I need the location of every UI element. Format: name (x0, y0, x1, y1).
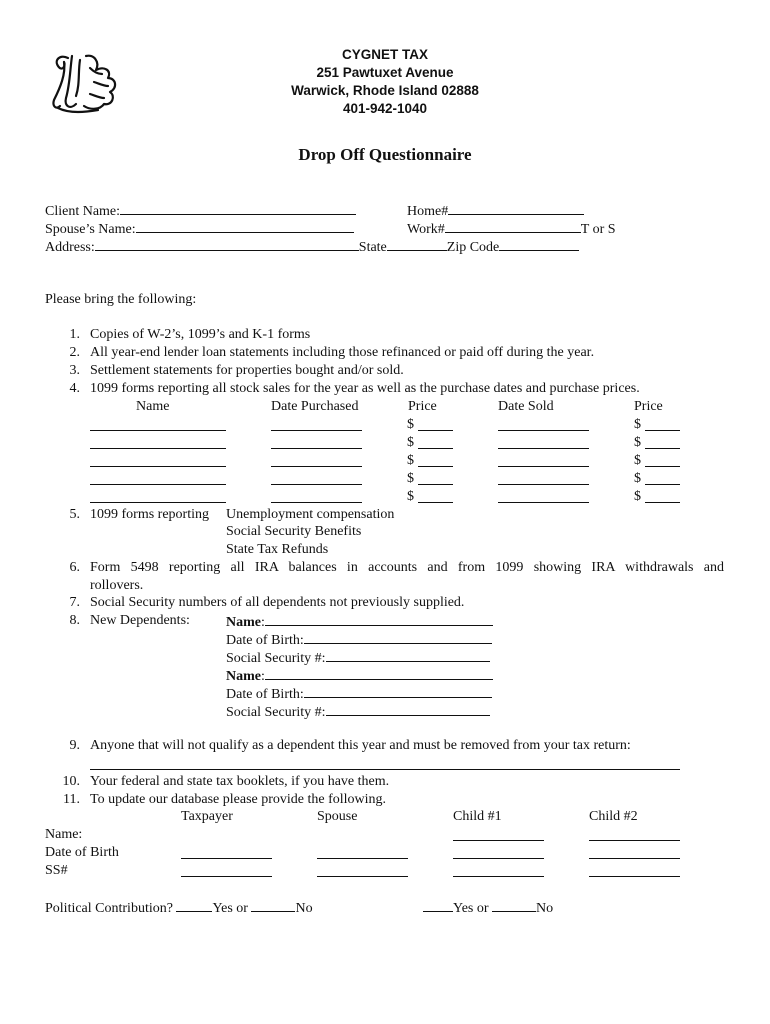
dollar-sign: $ (634, 435, 641, 450)
dependent-2-name-field[interactable] (265, 666, 493, 680)
stock-col-date-sold: Date Sold (498, 399, 554, 414)
stock-date-purchased-field[interactable] (271, 502, 362, 503)
spouse-name-row (45, 219, 354, 238)
dependent-1-dob-row (226, 630, 492, 649)
stock-date-purchased-field[interactable] (271, 430, 362, 431)
stock-price-field[interactable] (418, 466, 453, 467)
item-7-text: Social Security numbers of all dependents not previously supplied. (90, 595, 465, 610)
stock-col-date-purchased: Date Purchased (271, 399, 359, 414)
item-9-text: Anyone that will not qualify as a dependent this year and must be removed from your tax return: (90, 738, 631, 753)
political-contribution-spouse-row (423, 898, 553, 917)
item-2-number: 2. (69, 345, 80, 360)
dollar-sign: $ (407, 489, 414, 504)
stock-sale-price-field[interactable] (645, 430, 680, 431)
political-no: No (295, 901, 313, 916)
dependent-ss-label: Social Security #: (226, 705, 326, 720)
dependent-2-ss-field[interactable] (326, 702, 490, 716)
item-9-field[interactable] (90, 769, 680, 770)
stock-sale-price-field[interactable] (645, 484, 680, 485)
dependent-2-ss-row (226, 702, 490, 721)
stock-col-price: Price (408, 399, 437, 414)
taxpayer-yes-field[interactable] (176, 898, 212, 912)
child-2-dob-field[interactable] (589, 858, 680, 859)
dependent-name-label: Name (226, 615, 261, 630)
stock-price-field[interactable] (418, 484, 453, 485)
spouse-yes-field[interactable] (423, 898, 453, 912)
company-phone: 401-942-1040 (342, 101, 428, 116)
db-row-dob-label: Date of Birth (45, 845, 119, 860)
home-phone-field[interactable] (448, 201, 584, 215)
dependent-1-ss-row (226, 648, 490, 667)
taxpayer-dob-field[interactable] (181, 858, 272, 859)
item-9-number: 9. (69, 738, 80, 753)
item-1-text: Copies of W-2’s, 1099’s and K-1 forms (90, 327, 311, 342)
client-name-row (45, 201, 356, 220)
spouse-name-label: Spouse’s Name: (45, 222, 136, 237)
stock-sale-price-field[interactable] (645, 502, 680, 503)
db-row-ss-label: SS# (45, 863, 68, 878)
dependent-dob-label: Date of Birth: (226, 633, 304, 648)
item-5-state-refunds: State Tax Refunds (226, 542, 329, 557)
db-col-child-1: Child #1 (453, 809, 502, 824)
page-title: Drop Off Questionnaire (298, 145, 472, 164)
stock-name-field[interactable] (90, 502, 226, 503)
item-8-text: New Dependents: (90, 613, 190, 628)
spouse-no-field[interactable] (492, 898, 536, 912)
t-or-s-label: T or S (580, 222, 616, 237)
stock-col-name: Name (136, 399, 170, 414)
dependent-1-name-field[interactable] (265, 612, 493, 626)
item-4-text: 1099 forms reporting all stock sales for the year as well as the purchase dates and purchase prices. (90, 381, 640, 396)
item-6-text-cont: rollovers. (90, 578, 144, 593)
company-city: Warwick, Rhode Island 02888 (291, 83, 479, 98)
dollar-sign: $ (634, 471, 641, 486)
stock-date-sold-field[interactable] (498, 430, 589, 431)
state-field[interactable] (387, 237, 447, 251)
stock-price-field[interactable] (418, 430, 453, 431)
db-row-name-label: Name: (45, 827, 83, 842)
stock-date-purchased-field[interactable] (271, 484, 362, 485)
dependent-dob-label: Date of Birth: (226, 687, 304, 702)
stock-date-purchased-field[interactable] (271, 448, 362, 449)
stock-name-field[interactable] (90, 466, 226, 467)
stock-date-sold-field[interactable] (498, 466, 589, 467)
dependent-1-dob-field[interactable] (304, 630, 492, 644)
dependent-2-dob-row (226, 684, 492, 703)
item-5-unemployment: Unemployment compensation (226, 507, 395, 522)
dependent-2-dob-field[interactable] (304, 684, 492, 698)
child-1-ss-field[interactable] (453, 876, 544, 877)
state-label: State (358, 240, 387, 255)
item-7-number: 7. (69, 595, 80, 610)
item-11-text: To update our database please provide the following. (90, 792, 387, 807)
swan-logo (46, 48, 126, 120)
spouse-ss-field[interactable] (317, 876, 408, 877)
taxpayer-no-field[interactable] (251, 898, 295, 912)
item-6-text: Form 5498 reporting all IRA balances in accounts and from 1099 showing IRA withdrawals and (90, 560, 724, 575)
dependent-1-ss-field[interactable] (326, 648, 490, 662)
political-yes-or: Yes or (212, 901, 248, 916)
address-field[interactable] (95, 237, 359, 251)
dollar-sign: $ (407, 435, 414, 450)
zip-label: Zip Code (446, 240, 500, 255)
db-col-taxpayer: Taxpayer (181, 809, 233, 824)
stock-price-field[interactable] (418, 502, 453, 503)
dollar-sign: $ (407, 471, 414, 486)
item-3-text: Settlement statements for properties bought and/or sold. (90, 363, 404, 378)
dependent-1-name-row (226, 612, 493, 631)
item-11-number: 11. (63, 792, 80, 807)
item-5-social-security: Social Security Benefits (226, 524, 362, 539)
stock-date-sold-field[interactable] (498, 484, 589, 485)
work-phone-label: Work# (407, 222, 445, 237)
zip-field[interactable] (499, 237, 579, 251)
address-row (45, 237, 579, 256)
address-label: Address: (45, 240, 95, 255)
dollar-sign: $ (407, 453, 414, 468)
item-5-number: 5. (69, 507, 80, 522)
client-name-field[interactable] (120, 201, 356, 215)
political-contribution-row (45, 898, 313, 917)
dollar-sign: $ (407, 417, 414, 432)
spouse-name-field[interactable] (136, 219, 354, 233)
stock-date-purchased-field[interactable] (271, 466, 362, 467)
item-5-text: 1099 forms reporting (90, 507, 209, 522)
stock-price-field[interactable] (418, 448, 453, 449)
political-no: No (536, 901, 554, 916)
company-street: 251 Pawtuxet Avenue (316, 65, 454, 80)
dependent-name-label: Name (226, 669, 261, 684)
client-name-label: Client Name: (45, 204, 121, 219)
db-col-child-2: Child #2 (589, 809, 638, 824)
dollar-sign: $ (634, 489, 641, 504)
item-4-number: 4. (69, 381, 80, 396)
stock-col-price-2: Price (634, 399, 663, 414)
taxpayer-ss-field[interactable] (181, 876, 272, 877)
item-6-number: 6. (69, 560, 80, 575)
stock-name-field[interactable] (90, 430, 226, 431)
item-1-number: 1. (69, 327, 80, 342)
intro-text: Please bring the following: (45, 292, 197, 307)
work-phone-row (407, 219, 616, 238)
dollar-sign: $ (634, 417, 641, 432)
dependent-name-colon: : (261, 615, 265, 630)
child-2-name-field[interactable] (589, 840, 680, 841)
political-yes-or: Yes or (453, 901, 489, 916)
spouse-dob-field[interactable] (317, 858, 408, 859)
work-phone-field[interactable] (445, 219, 581, 233)
stock-name-field[interactable] (90, 484, 226, 485)
company-name: CYGNET TAX (341, 47, 428, 62)
item-2-text: All year-end lender loan statements including those refinanced or paid off during the year. (90, 345, 595, 360)
db-col-spouse: Spouse (317, 809, 358, 824)
item-3-number: 3. (69, 363, 80, 378)
home-phone-row (407, 201, 584, 220)
item-8-number: 8. (69, 613, 80, 628)
dependent-ss-label: Social Security #: (226, 651, 326, 666)
stock-sale-price-field[interactable] (645, 448, 680, 449)
stock-date-sold-field[interactable] (498, 502, 589, 503)
child-1-dob-field[interactable] (453, 858, 544, 859)
item-10-text: Your federal and state tax booklets, if you have them. (90, 774, 390, 789)
home-phone-label: Home# (407, 204, 449, 219)
child-2-ss-field[interactable] (589, 876, 680, 877)
stock-date-sold-field[interactable] (498, 448, 589, 449)
political-contribution-label: Political Contribution? (45, 901, 173, 916)
dependent-name-colon: : (261, 669, 265, 684)
dollar-sign: $ (634, 453, 641, 468)
dependent-2-name-row (226, 666, 493, 685)
stock-name-field[interactable] (90, 448, 226, 449)
item-10-number: 10. (62, 774, 80, 789)
stock-sale-price-field[interactable] (645, 466, 680, 467)
child-1-name-field[interactable] (453, 840, 544, 841)
